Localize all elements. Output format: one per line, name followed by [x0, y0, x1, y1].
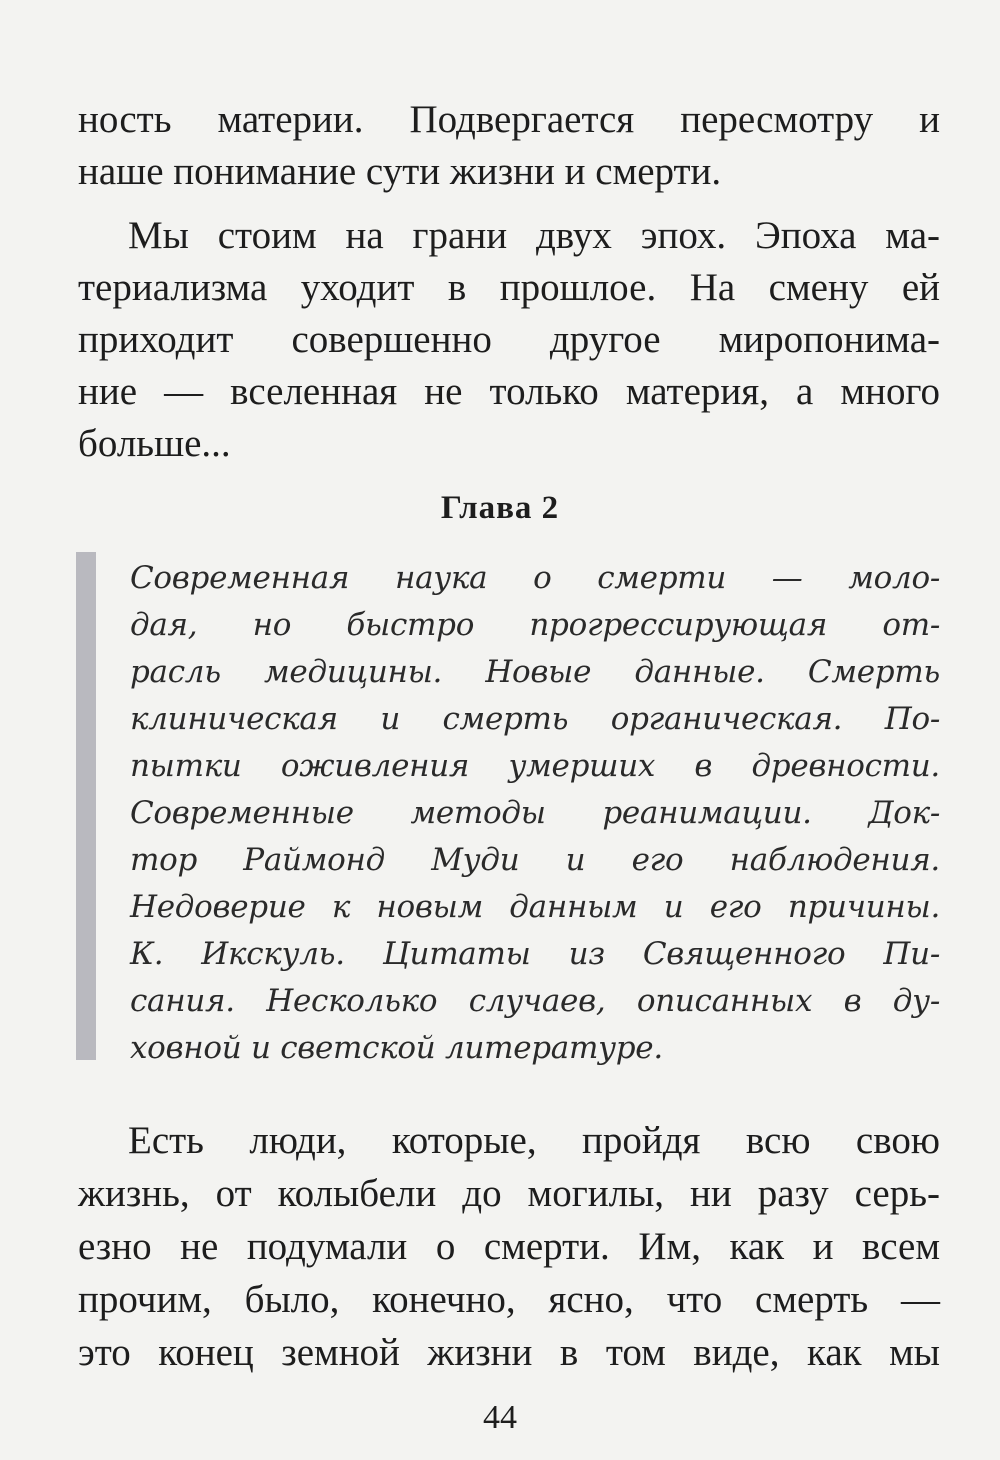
text-line: приходит совершенно другое миропонима-: [78, 318, 940, 361]
text-line: прочим, было, конечно, ясно, что смерть —: [78, 1278, 940, 1321]
synopsis-line: Современная наука о смерти — моло-: [130, 560, 940, 596]
text-line: ние — вселенная не только материя, а много: [78, 370, 940, 413]
chapter-heading: Глава 2: [440, 490, 560, 526]
text-line: больше...: [78, 422, 231, 465]
synopsis-line: тор Раймонд Муди и его наблюдения.: [130, 842, 940, 878]
text-line: это конец земной жизни в том виде, как мы: [78, 1331, 940, 1374]
text-line: ность материи. Подвергается пересмотру и: [78, 98, 940, 141]
synopsis-sidebar-bar: [76, 552, 96, 1060]
text-line: териализма уходит в прошлое. На смену ей: [78, 266, 940, 309]
text-line: наше понимание сути жизни и смерти.: [78, 150, 722, 193]
synopsis-line: клиническая и смерть органическая. По-: [130, 701, 940, 737]
page-number: 44: [483, 1399, 517, 1436]
text-line: Есть люди, которые, пройдя всю свою: [128, 1119, 940, 1162]
synopsis-line: К. Икскуль. Цитаты из Священного Пи-: [130, 936, 940, 972]
synopsis-line: ховной и светской литературе.: [130, 1030, 663, 1066]
synopsis-line: Современные методы реанимации. Док-: [130, 795, 940, 831]
synopsis-line: пытки оживления умерших в древности.: [130, 748, 940, 784]
text-line: Мы стоим на грани двух эпох. Эпоха ма-: [128, 214, 940, 257]
synopsis-line: дая, но быстро прогрессирующая от-: [130, 607, 940, 643]
text-line: езно не подумали о смерти. Им, как и всем: [78, 1225, 940, 1268]
synopsis-line: Недоверие к новым данным и его причины.: [130, 889, 940, 925]
synopsis-line: расль медицины. Новые данные. Смерть: [130, 654, 940, 690]
text-line: жизнь, от колыбели до могилы, ни разу серь-: [78, 1172, 940, 1215]
synopsis-line: сания. Несколько случаев, описанных в ду-: [130, 983, 940, 1019]
